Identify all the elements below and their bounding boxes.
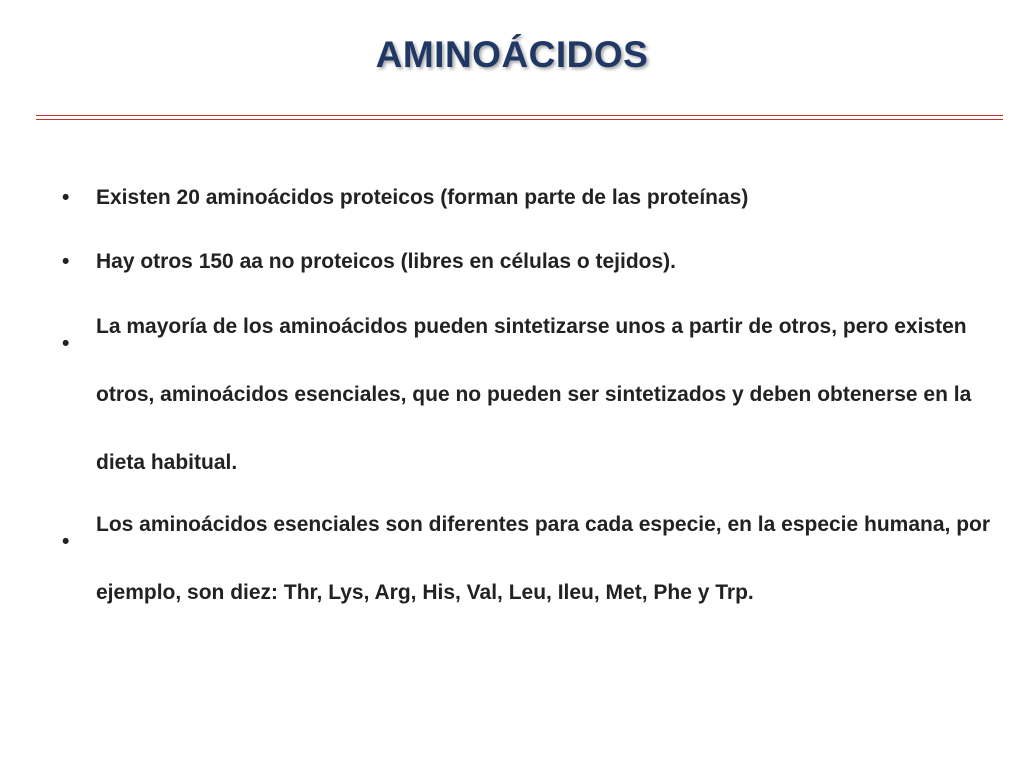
bullet-text: Los aminoácidos esenciales son diferentes para cada especie, en la especie humana, por ejemplo, son diez: Thr, Lys, Arg, His, Val, Leu, Ileu, Met, Phe y Trp.: [96, 513, 991, 604]
bullet-text: La mayoría de los aminoácidos pueden sintetizarse unos a partir de otros, pero existen otros, aminoácidos esenciales, que no pueden ser sintetizados y deben obtenerse en la dieta habitual.: [96, 315, 972, 474]
bullet-text: Hay otros 150 aa no proteicos (libres en células o tejidos).: [96, 250, 677, 273]
slide-title: AMINOÁCIDOS: [375, 34, 649, 75]
bullet-dot: •: [62, 332, 70, 355]
bullet-dot: •: [62, 250, 70, 273]
title-divider-top: [36, 115, 1003, 116]
bullet-dot: •: [62, 186, 70, 209]
bullet-text: Existen 20 aminoácidos proteicos (forman parte de las proteínas): [96, 186, 749, 209]
bullet-item-4: [60, 491, 1000, 627]
title-divider-bottom: [36, 119, 1003, 120]
bullet-list: [60, 181, 1000, 621]
bullet-item-2: [60, 245, 1000, 279]
bullet-item-3: [60, 293, 1000, 497]
bullet-dot: •: [62, 530, 70, 553]
bullet-item-1: [60, 181, 1000, 215]
